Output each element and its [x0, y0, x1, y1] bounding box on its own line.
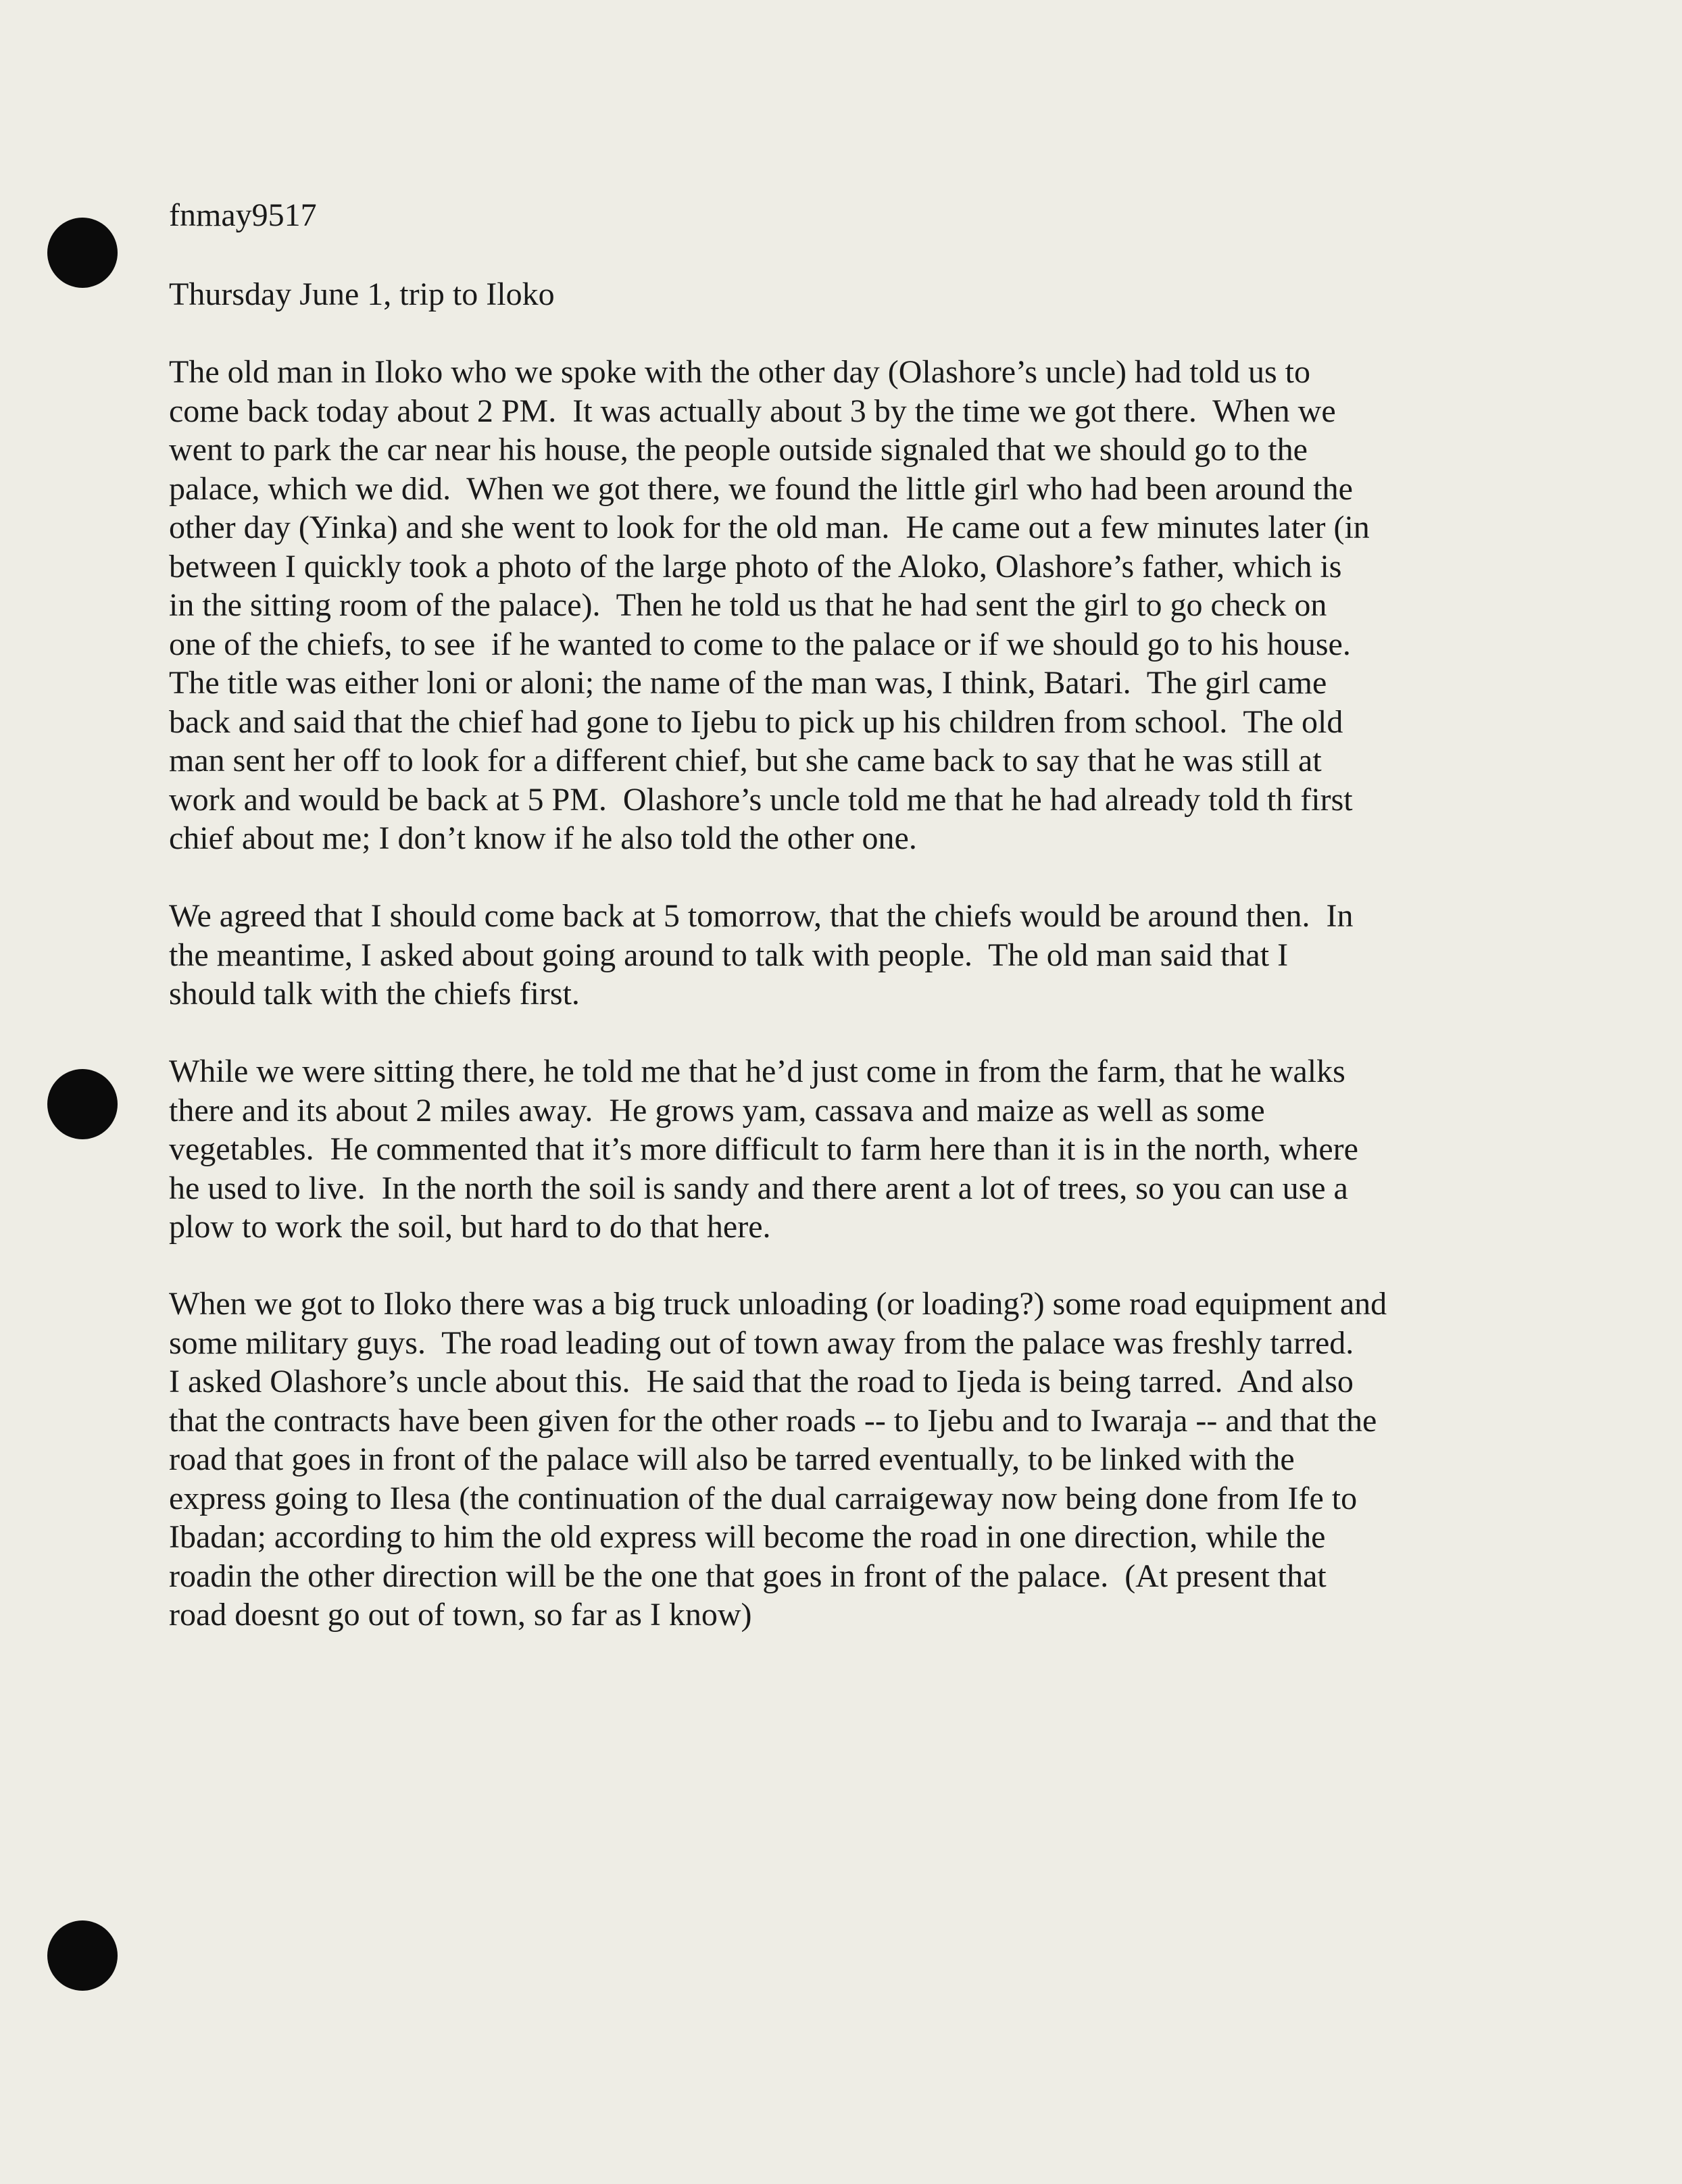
text-line: the meantime, I asked about going around to talk with people. The old man said that I [169, 937, 1289, 973]
text-line: road doesnt go out of town, so far as I know) [169, 1597, 752, 1633]
text-line: plow to work the soil, but hard to do that here. [169, 1209, 771, 1245]
text-line: there and its about 2 miles away. He grows yam, cassava and maize as well as some [169, 1092, 1265, 1128]
text-line: some military guys. The road leading out of town away from the palace was freshly tarred. [169, 1324, 1354, 1361]
text-line: in the sitting room of the palace). Then he told us that he had sent the girl to go check on [169, 587, 1327, 623]
text-line: other day (Yinka) and she went to look for the old man. He came out a few minutes later (in [169, 510, 1370, 545]
punch-hole-bottom [47, 1920, 118, 1991]
text-line: come back today about 2 PM. It was actually about 3 by the time we got there. When we [169, 393, 1336, 429]
document-body [169, 196, 1466, 1633]
text-line: road that goes in front of the palace will also be tarred eventually, to be linked with the [169, 1441, 1295, 1477]
text-line: roadin the other direction will be the one that goes in front of the palace. (At present that [169, 1558, 1327, 1594]
text-line: vegetables. He commented that it’s more difficult to farm here than it is in the north, where [169, 1131, 1358, 1167]
paragraph-1 [169, 353, 1466, 858]
text-line: should talk with the chiefs first. [169, 976, 580, 1012]
document-id: fnmay9517 [169, 197, 317, 233]
text-line: one of the chiefs, to see if he wanted to come to the palace or if we should go to his house. [169, 626, 1351, 662]
text-line: express going to Ilesa (the continuation of the dual carraigeway now being done from Ife to [169, 1480, 1358, 1516]
text-line: chief about me; I don’t know if he also told the other one. [169, 820, 917, 856]
text-line: he used to live. In the north the soil is sandy and there arent a lot of trees, so you can use a [169, 1170, 1348, 1206]
text-line: While we were sitting there, he told me that he’d just come in from the farm, that he walks [169, 1053, 1345, 1089]
text-line: palace, which we did. When we got there, we found the little girl who had been around the [169, 470, 1353, 507]
text-line: that the contracts have been given for the other roads -- to Ijebu and to Iwaraja -- and that the [169, 1402, 1377, 1439]
paragraph-4 [169, 1285, 1466, 1635]
paragraph-3 [169, 1052, 1466, 1247]
text-line: The old man in Iloko who we spoke with the other day (Olashore’s uncle) had told us to [169, 354, 1310, 390]
text-line: went to park the car near his house, the people outside signaled that we should go to the [169, 432, 1308, 468]
text-line: I asked Olashore’s uncle about this. He said that the road to Ijeda is being tarred. And also [169, 1364, 1354, 1399]
document-heading: Thursday June 1, trip to Iloko [169, 276, 555, 312]
text-line: The title was either loni or aloni; the name of the man was, I think, Batari. The girl came [169, 665, 1327, 701]
text-line: work and would be back at 5 PM. Olashore’s uncle told me that he had already told th first [169, 781, 1353, 818]
paragraph-2 [169, 897, 1466, 1014]
text-line: Ibadan; according to him the old express will become the road in one direction, while the [169, 1519, 1326, 1555]
punch-hole-top [47, 218, 118, 288]
punch-hole-middle [47, 1069, 118, 1139]
text-line: between I quickly took a photo of the large photo of the Aloko, Olashore’s father, which is [169, 548, 1342, 585]
text-line: back and said that the chief had gone to Ijebu to pick up his children from school. The old [169, 703, 1343, 740]
text-line: man sent her off to look for a different chief, but she came back to say that he was still at [169, 743, 1322, 778]
text-line: When we got to Iloko there was a big truck unloading (or loading?) some road equipment and [169, 1286, 1387, 1322]
text-line: We agreed that I should come back at 5 tomorrow, that the chiefs would be around then. In [169, 898, 1354, 934]
